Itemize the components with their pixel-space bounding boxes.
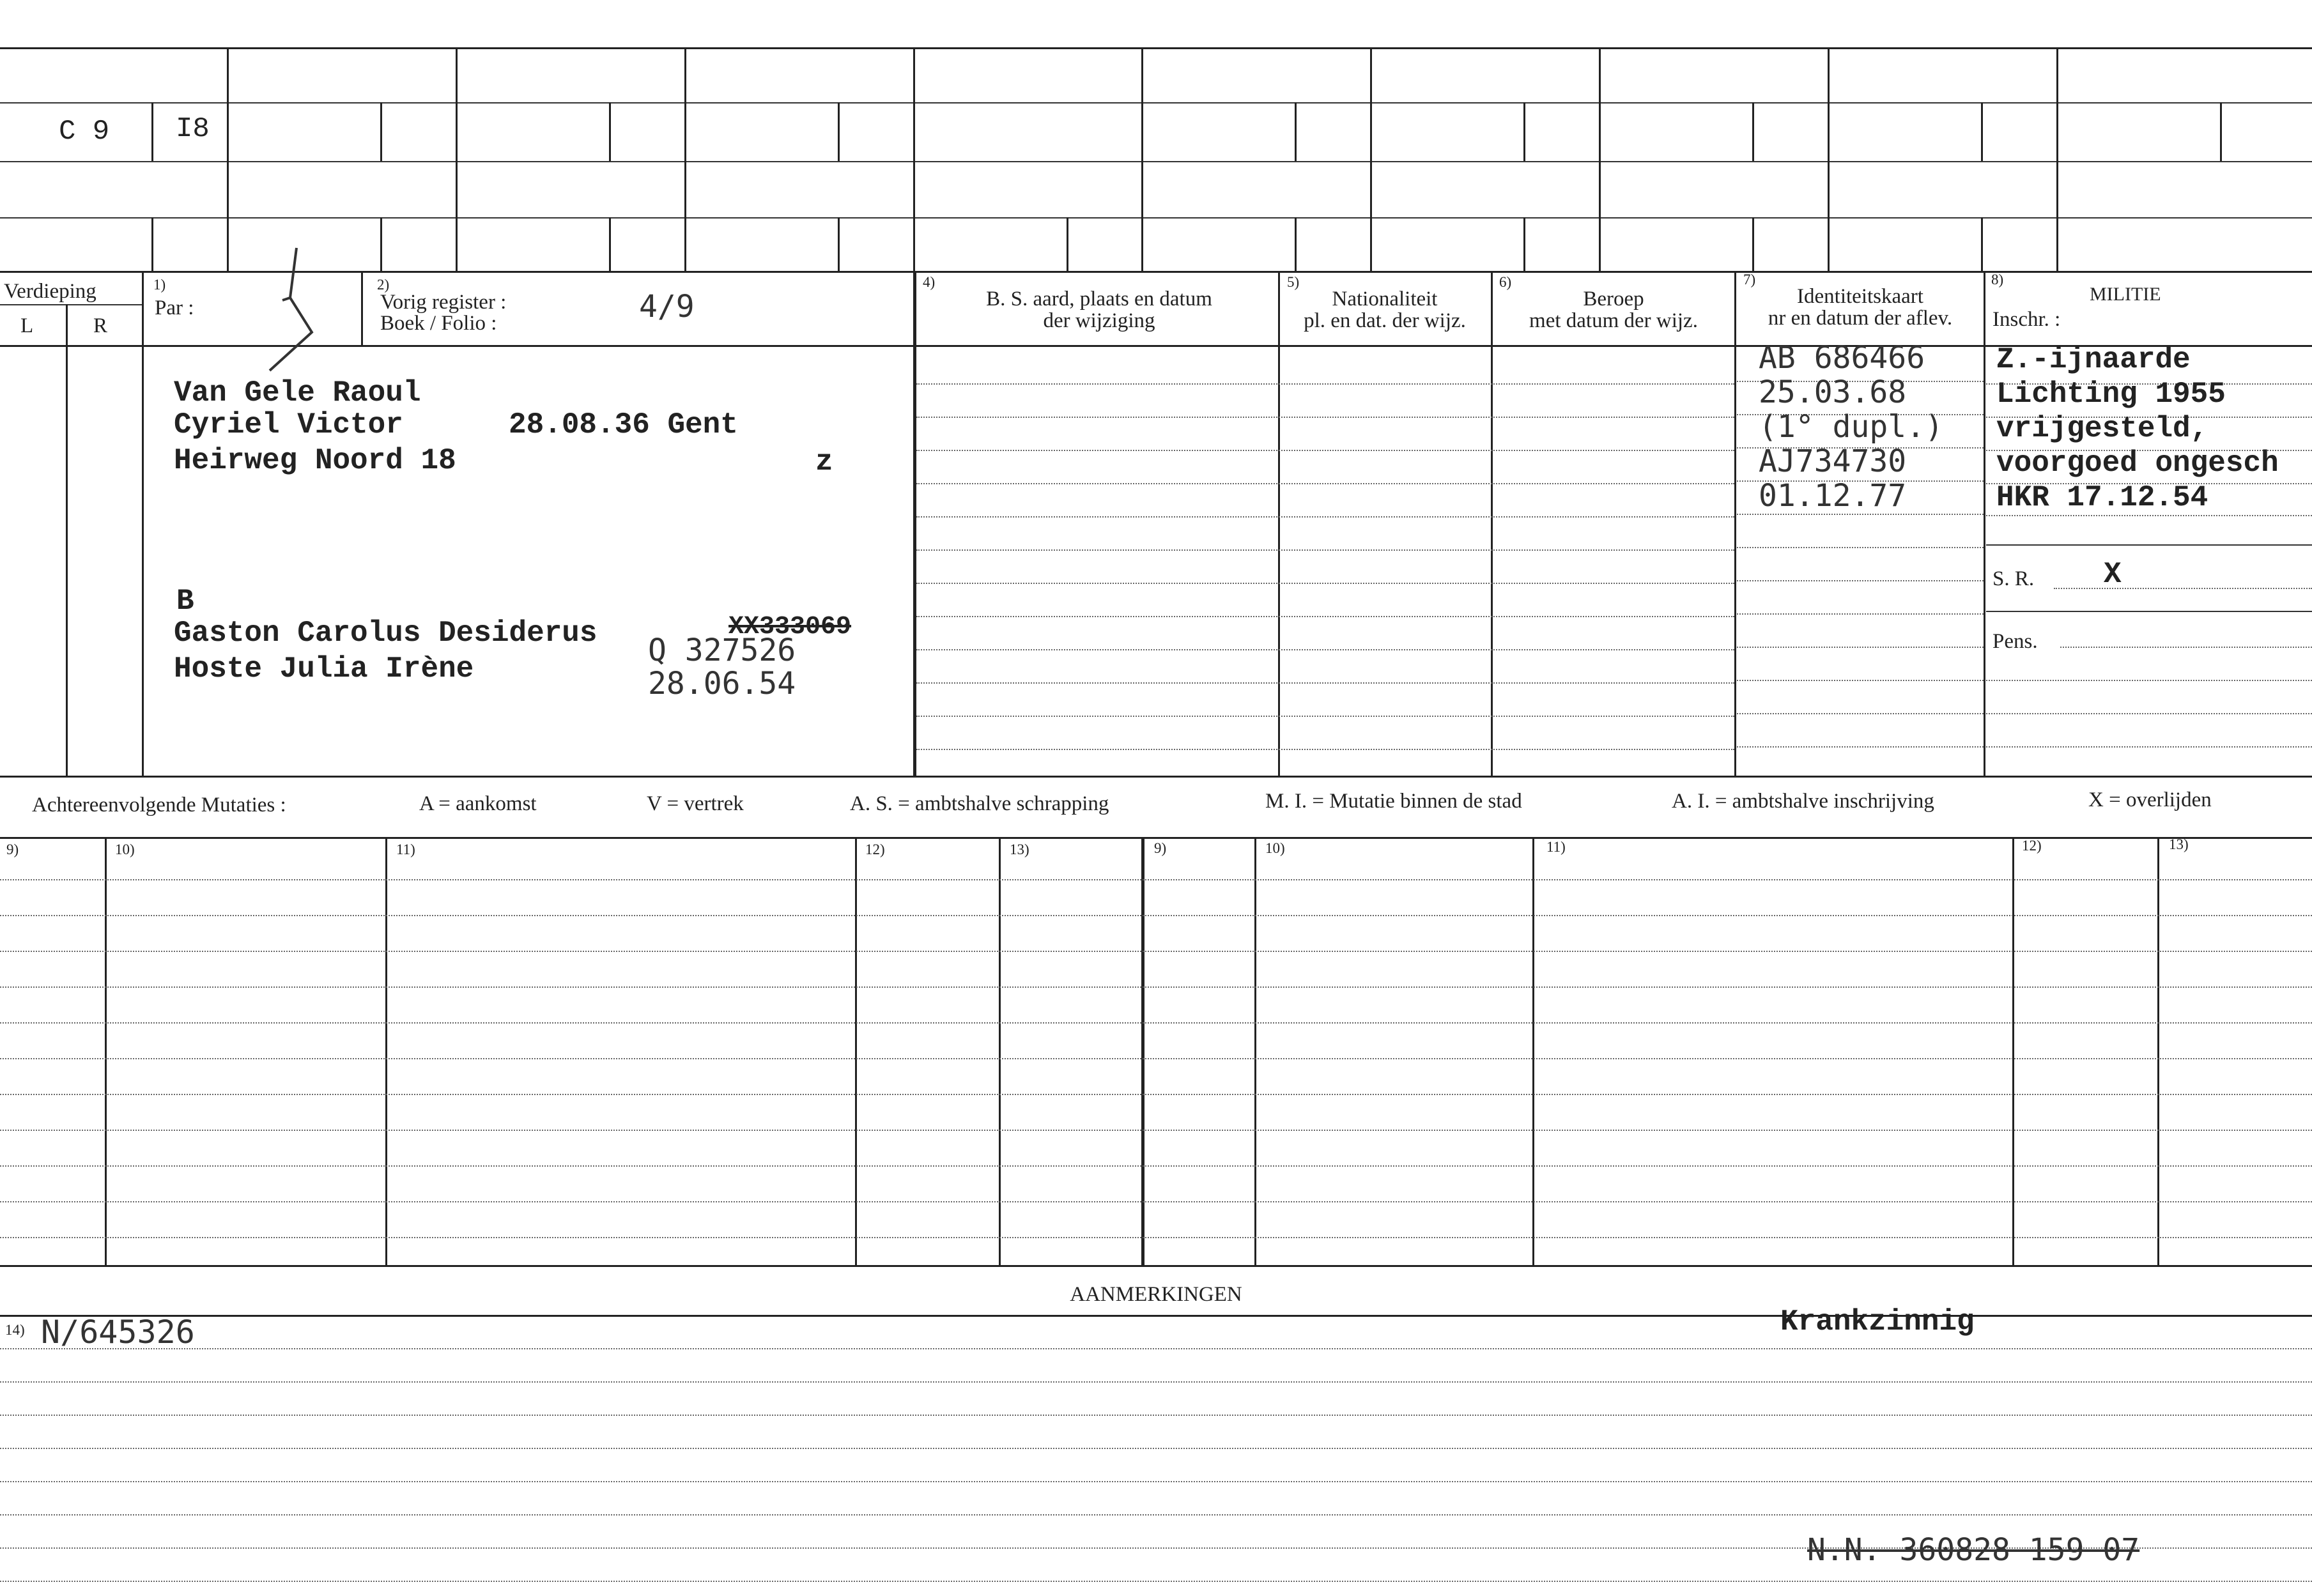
- top-grid-divider: [2056, 47, 2058, 271]
- col8-number: 8): [1991, 272, 2004, 288]
- top-grid-divider: [151, 102, 153, 161]
- col11-label: 11): [1546, 839, 1566, 855]
- ruled-line: [0, 1237, 2312, 1238]
- person-name-line1: Van Gele Raoul: [174, 376, 421, 410]
- col6-line2: met datum der wijz.: [1529, 309, 1698, 332]
- col-divider: [361, 271, 363, 345]
- top-grid-divider: [456, 47, 458, 271]
- col12-label: 12): [865, 841, 885, 857]
- col-divider: [1984, 271, 1985, 777]
- person-birth: 28.08.36 Gent: [509, 408, 738, 441]
- top-grid-line: [0, 102, 2312, 104]
- vorig-number: 2): [377, 277, 390, 293]
- ruled-line: [0, 915, 2312, 916]
- sr-line: [2054, 588, 2312, 589]
- q-date: 28.06.54: [648, 666, 796, 702]
- col4-line1: B. S. aard, plaats en datum: [986, 288, 1212, 311]
- top-grid-line: [0, 161, 2312, 162]
- vorig-register-label: Vorig register :: [380, 291, 507, 314]
- ruled-line: [1986, 713, 2312, 714]
- par-label: Par :: [155, 296, 194, 319]
- top-grid-divider: [838, 102, 840, 161]
- militie-title: MILITIE: [2090, 284, 2161, 305]
- top-grid-line: [0, 217, 2312, 219]
- militie-divider: [1986, 611, 2312, 612]
- pens-label: Pens.: [1992, 630, 2038, 653]
- ruled-line: [0, 1581, 2312, 1582]
- militie-line: HKR 17.12.54: [1996, 481, 2208, 514]
- record-bottom-line: [0, 776, 2312, 778]
- col9-label: 9): [6, 841, 19, 857]
- mutation-bottom-line: [0, 1265, 2312, 1267]
- top-grid-divider: [1981, 217, 1983, 271]
- top-grid-divider: [1141, 47, 1143, 271]
- par-number: 1): [153, 277, 166, 293]
- ruled-line: [0, 1348, 2312, 1349]
- ruled-line: [0, 1165, 2312, 1167]
- ruled-line: [916, 549, 1734, 551]
- legend-a: A = aankomst: [419, 792, 537, 815]
- top-grid-divider: [1981, 102, 1983, 161]
- ruled-line: [916, 583, 1734, 584]
- legend-title: Achtereenvolgende Mutaties :: [32, 794, 286, 817]
- top-grid-divider: [1370, 47, 1372, 271]
- z-mark: z: [815, 445, 833, 479]
- top-grid-divider: [913, 47, 915, 271]
- ruled-line: [1737, 547, 1984, 548]
- top-grid-divider: [1752, 102, 1754, 161]
- top-grid-divider: [1752, 217, 1754, 271]
- sr-value: X: [2104, 558, 2122, 591]
- left-label: L: [20, 314, 34, 337]
- top-grid-divider: [609, 102, 611, 161]
- militie-divider: [1986, 544, 2312, 546]
- id-card-line: 25.03.68: [1759, 374, 1907, 410]
- legend-mi: M. I. = Mutatie binnen de stad: [1265, 790, 1522, 813]
- top-grid-divider: [1295, 102, 1297, 161]
- code-c: C 9: [59, 116, 110, 148]
- col5-number: 5): [1287, 274, 1300, 290]
- ruled-line: [1737, 514, 1984, 515]
- col-divider: [1734, 271, 1736, 777]
- right-label: R: [93, 314, 108, 337]
- ruled-line: [916, 417, 1734, 418]
- vorig-value: 4/9: [639, 289, 695, 325]
- legend-x: X = overlijden: [2088, 788, 2212, 811]
- top-grid-line: [0, 271, 2312, 273]
- col6-line1: Beroep: [1583, 288, 1644, 311]
- ruled-line: [0, 986, 2312, 988]
- col-divider: [913, 271, 916, 777]
- legend-ai: A. I. = ambtshalve inschrijving: [1672, 790, 1934, 813]
- q-number: Q 327526: [648, 633, 796, 668]
- verdieping-split-line: [0, 304, 142, 305]
- ruled-line: [0, 1022, 2312, 1024]
- ruled-line: [1737, 680, 1984, 681]
- remarks-title: AANMERKINGEN: [1070, 1283, 1242, 1306]
- militie-line: Z.-ijnaarde: [1996, 343, 2191, 376]
- ruled-line: [1737, 647, 1984, 648]
- col5-line2: pl. en dat. der wijz.: [1304, 309, 1466, 332]
- col-divider: [1278, 271, 1280, 777]
- top-grid-divider: [227, 47, 229, 271]
- ruled-line: [1986, 746, 2312, 748]
- remarks-note: Krankzinnig: [1780, 1305, 1975, 1339]
- col-divider: [142, 271, 144, 777]
- ruled-line: [0, 1448, 2312, 1449]
- father-name: Gaston Carolus Desiderus: [174, 617, 597, 650]
- ruled-line: [0, 879, 2312, 880]
- militie-line: Lichting 1955: [1996, 378, 2226, 411]
- col-divider: [66, 304, 68, 777]
- top-grid-divider: [1067, 217, 1068, 271]
- national-number: N.N. 360828 159 07: [1807, 1532, 2140, 1568]
- col10-label: 10): [1265, 840, 1285, 856]
- top-grid-divider: [684, 47, 686, 271]
- col7-line2: nr en datum der aflev.: [1768, 307, 1953, 330]
- ruled-line: [916, 516, 1734, 518]
- col6-number: 6): [1499, 274, 1512, 290]
- ruled-line: [916, 716, 1734, 717]
- top-grid-divider: [1599, 47, 1601, 271]
- col10-label: 10): [115, 841, 135, 857]
- id-card-line: AB 686466: [1759, 340, 1925, 376]
- ruled-line: [916, 383, 1734, 385]
- ruled-line: [0, 1201, 2312, 1202]
- verdieping-label: Verdieping: [4, 280, 96, 303]
- ruled-line: [916, 649, 1734, 650]
- ruled-line: [916, 450, 1734, 451]
- ruled-line: [1737, 580, 1984, 581]
- ruled-line: [0, 1094, 2312, 1095]
- id-card-line: 01.12.77: [1759, 478, 1907, 514]
- ruled-line: [0, 1381, 2312, 1383]
- top-grid-divider: [1523, 217, 1525, 271]
- legend-v: V = vertrek: [647, 792, 744, 815]
- top-grid-divider: [380, 102, 382, 161]
- mother-name: Hoste Julia Irène: [174, 652, 474, 686]
- ruled-line: [916, 682, 1734, 684]
- remarks-number: 14): [5, 1322, 25, 1338]
- col12-label: 12): [2022, 838, 2042, 854]
- col13-label: 13): [2169, 836, 2189, 852]
- militie-line: vrijgesteld,: [1996, 412, 2208, 445]
- ruled-line: [916, 483, 1734, 484]
- ruled-line: [1737, 746, 1984, 748]
- top-grid-divider: [838, 217, 840, 271]
- mutation-top-line: [0, 837, 2312, 839]
- person-address: Heirweg Noord 18: [174, 444, 456, 477]
- col4-number: 4): [923, 274, 936, 290]
- person-name-line2: Cyriel Victor: [174, 408, 403, 441]
- top-grid-divider: [1523, 102, 1525, 161]
- id-card-line: (1° dupl.): [1759, 409, 1943, 445]
- top-grid-divider: [1828, 47, 1830, 271]
- ruled-line: [1986, 680, 2312, 681]
- sr-label: S. R.: [1992, 567, 2035, 590]
- remarks-n-number: N/645326: [41, 1314, 195, 1351]
- legend-as: A. S. = ambtshalve schrapping: [850, 792, 1109, 815]
- boek-folio-label: Boek / Folio :: [380, 312, 497, 335]
- col4-line2: der wijziging: [1043, 309, 1155, 332]
- struck-number: XX333069: [728, 613, 852, 641]
- ruled-line: [0, 1514, 2312, 1515]
- arrow-mark-icon: [243, 243, 332, 396]
- col-divider: [1491, 271, 1493, 777]
- b-label: B: [176, 585, 194, 618]
- top-grid-divider: [1295, 217, 1297, 271]
- ruled-line: [0, 951, 2312, 952]
- code-i: I8: [176, 113, 210, 145]
- pens-line: [2060, 647, 2312, 648]
- top-grid-divider: [380, 217, 382, 271]
- col5-line1: Nationaliteit: [1332, 288, 1438, 311]
- ruled-line: [916, 749, 1734, 750]
- militie-line: voorgoed ongesch: [1996, 447, 2279, 480]
- top-grid-line: [0, 47, 2312, 49]
- ruled-line: [1737, 713, 1984, 714]
- ruled-line: [0, 1130, 2312, 1131]
- top-grid-divider: [2220, 102, 2222, 161]
- ruled-line: [0, 1058, 2312, 1059]
- ruled-line: [1737, 613, 1984, 615]
- top-grid-divider: [609, 217, 611, 271]
- inschr-label: Inschr. :: [1992, 308, 2061, 331]
- ruled-line: [1986, 515, 2312, 516]
- ruled-line: [0, 1415, 2312, 1416]
- ruled-line: [0, 1481, 2312, 1482]
- top-grid-divider: [151, 217, 153, 271]
- col7-line1: Identiteitskaart: [1797, 285, 1923, 308]
- col11-label: 11): [396, 841, 415, 857]
- id-card-line: AJ734730: [1759, 443, 1907, 479]
- col13-label: 13): [1010, 841, 1029, 857]
- ruled-line: [916, 616, 1734, 617]
- col9-label: 9): [1154, 840, 1167, 856]
- col7-number: 7): [1743, 272, 1756, 288]
- header-bottom-line: [0, 345, 2312, 347]
